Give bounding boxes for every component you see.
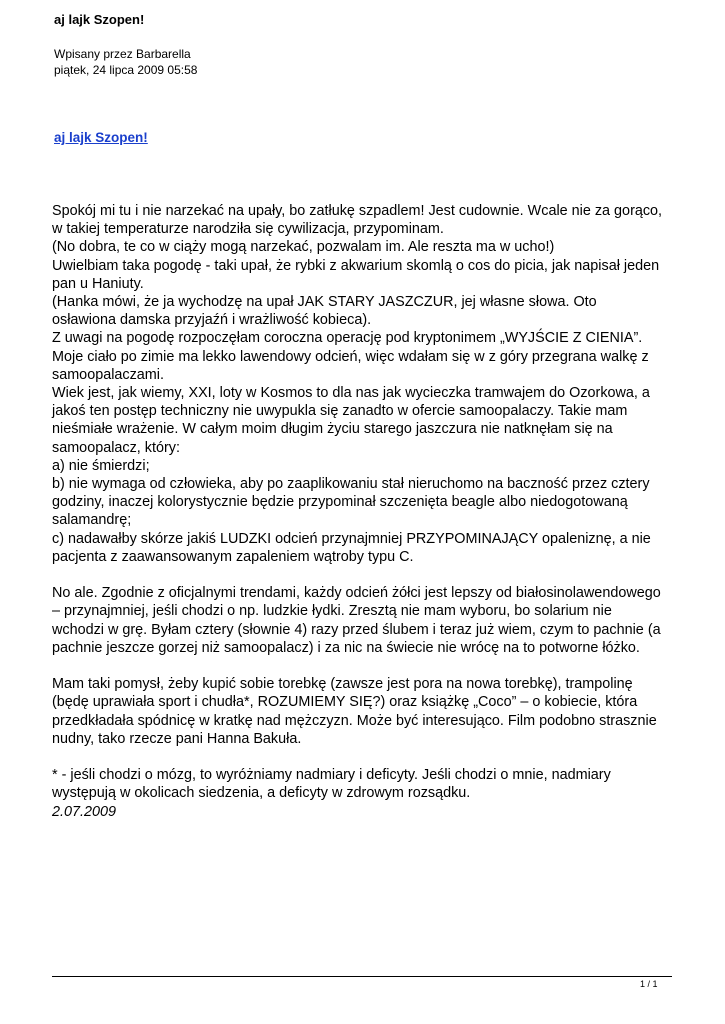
text-line: Moje ciało po zimie ma lekko lawendowy odcień, więc wdałam się w z góry przegrana walkę z <box>52 348 649 365</box>
text-line: godziny, inaczej kolorystycznie będzie przypominał szczenięta beagle albo niedogotowaną <box>52 494 628 511</box>
article-title-link[interactable]: aj lajk Szopen! <box>54 130 148 145</box>
text-line: Mam taki pomysł, żeby kupić sobie torebkę (zawsze jest pora na nowa torebkę), trampolinę <box>52 676 633 693</box>
text-line: jakoś ten postęp techniczny nie uwypukla się zanadto w ofercie samoopalaczy. Takie mam <box>52 403 628 420</box>
text-line: nudny, tako rzecze pani Hanna Bakuła. <box>52 730 302 747</box>
footer-divider <box>52 976 672 977</box>
text-line: przedkładała spódnicę w kratkę nad mężczyzn. Może być interesująco. Film podobno strasznie <box>52 712 657 729</box>
text-line: (Hanka mówi, że ja wychodzę na upał JAK STARY JASZCZUR, jej własne słowa. Oto <box>52 294 597 311</box>
article-body <box>52 202 677 839</box>
text-line: samoopalacz, który: <box>52 439 180 456</box>
text-line: pachnie jeszcze gorzej niż samoopalacz) i za nic na świecie nie wrócę na to potworne łóżko. <box>52 639 640 656</box>
text-line: (będę uprawiała sport i chudła*, ROZUMIEMY SIĘ?) oraz książkę „Coco” – o kobiecie, która <box>52 694 638 711</box>
text-line: nieśmiałe wrażenie. W całym moim długim życiu starego jaszczura nie natknęłam się na <box>52 421 613 438</box>
text-line: No ale. Zgodnie z oficjalnymi trendami, każdy odcień żółci jest lepszy od białosinolawendowego <box>52 585 661 602</box>
text-line: (No dobra, te co w ciąży mogą narzekać, pozwalam im. Ale reszta ma w ucho!) <box>52 239 555 256</box>
article-meta <box>54 46 197 78</box>
text-line: Uwielbiam taka pogodę - taki upał, że rybki z akwarium skomlą o cos do picia, jak napisał jeden <box>52 257 660 274</box>
text-line: a) nie śmierdzi; <box>52 457 150 474</box>
article-paragraph <box>52 202 677 566</box>
article-date: 2.07.2009 <box>52 803 117 820</box>
text-line: c) nadawałby skórze jakiś LUDZKI odcień przynajmniej PRZYPOMINAJĄCY opaleniznę, a nie <box>52 530 651 547</box>
text-line: Wiek jest, jak wiemy, XXI, loty w Kosmos to dla nas jak wycieczka tramwajem do Ozorkowa, a <box>52 385 650 402</box>
text-line: pan u Haniuty. <box>52 275 144 292</box>
text-line: – przynajmniej, jeśli chodzi o np. ludzkie łydki. Zresztą nie mam wyboru, bo solarium nie <box>52 603 612 620</box>
text-line: osławiona damska przyjaźń i wrażliwość kobieca). <box>52 312 372 329</box>
text-line: wchodzi w grę. Byłam cztery (słownie 4) razy przed ślubem i teraz już wiem, czym to pachnie (a <box>52 621 661 638</box>
author-line: Wpisany przez Barbarella <box>54 47 191 61</box>
text-line: * - jeśli chodzi o mózg, to wyróżniamy nadmiary i deficyty. Jeśli chodzi o mnie, nadmiary <box>52 767 611 784</box>
text-line: Spokój mi tu i nie narzekać na upały, bo zatłukę szpadlem! Jest cudownie. Wcale nie za gorąco, <box>52 203 663 219</box>
text-line: b) nie wymaga od człowieka, aby po zaaplikowaniu stał nieruchomo na baczność przez cztery <box>52 476 650 493</box>
article-paragraph <box>52 584 677 657</box>
article-paragraph <box>52 675 677 748</box>
date-line: piątek, 24 lipca 2009 05:58 <box>54 63 198 77</box>
article-paragraph <box>52 766 677 821</box>
page-title: aj lajk Szopen! <box>54 12 145 27</box>
text-line: pacjenta z zaawansowanym zapaleniem wątroby typu C. <box>52 548 414 565</box>
text-line: w takiej temperaturze narodziła się cywilizacja, przypominam. <box>52 221 444 238</box>
text-line: samoopalaczami. <box>52 366 164 383</box>
text-line: Z uwagi na pogodę rozpoczęłam coroczna operację pod kryptonimem „WYJŚCIE Z CIENIA”. <box>52 330 643 347</box>
page-number: 1 / 1 <box>640 979 658 989</box>
text-line: salamandrę; <box>52 512 132 529</box>
text-line: występują w okolicach siedzenia, a deficyty w zdrowym rozsądku. <box>52 785 471 802</box>
